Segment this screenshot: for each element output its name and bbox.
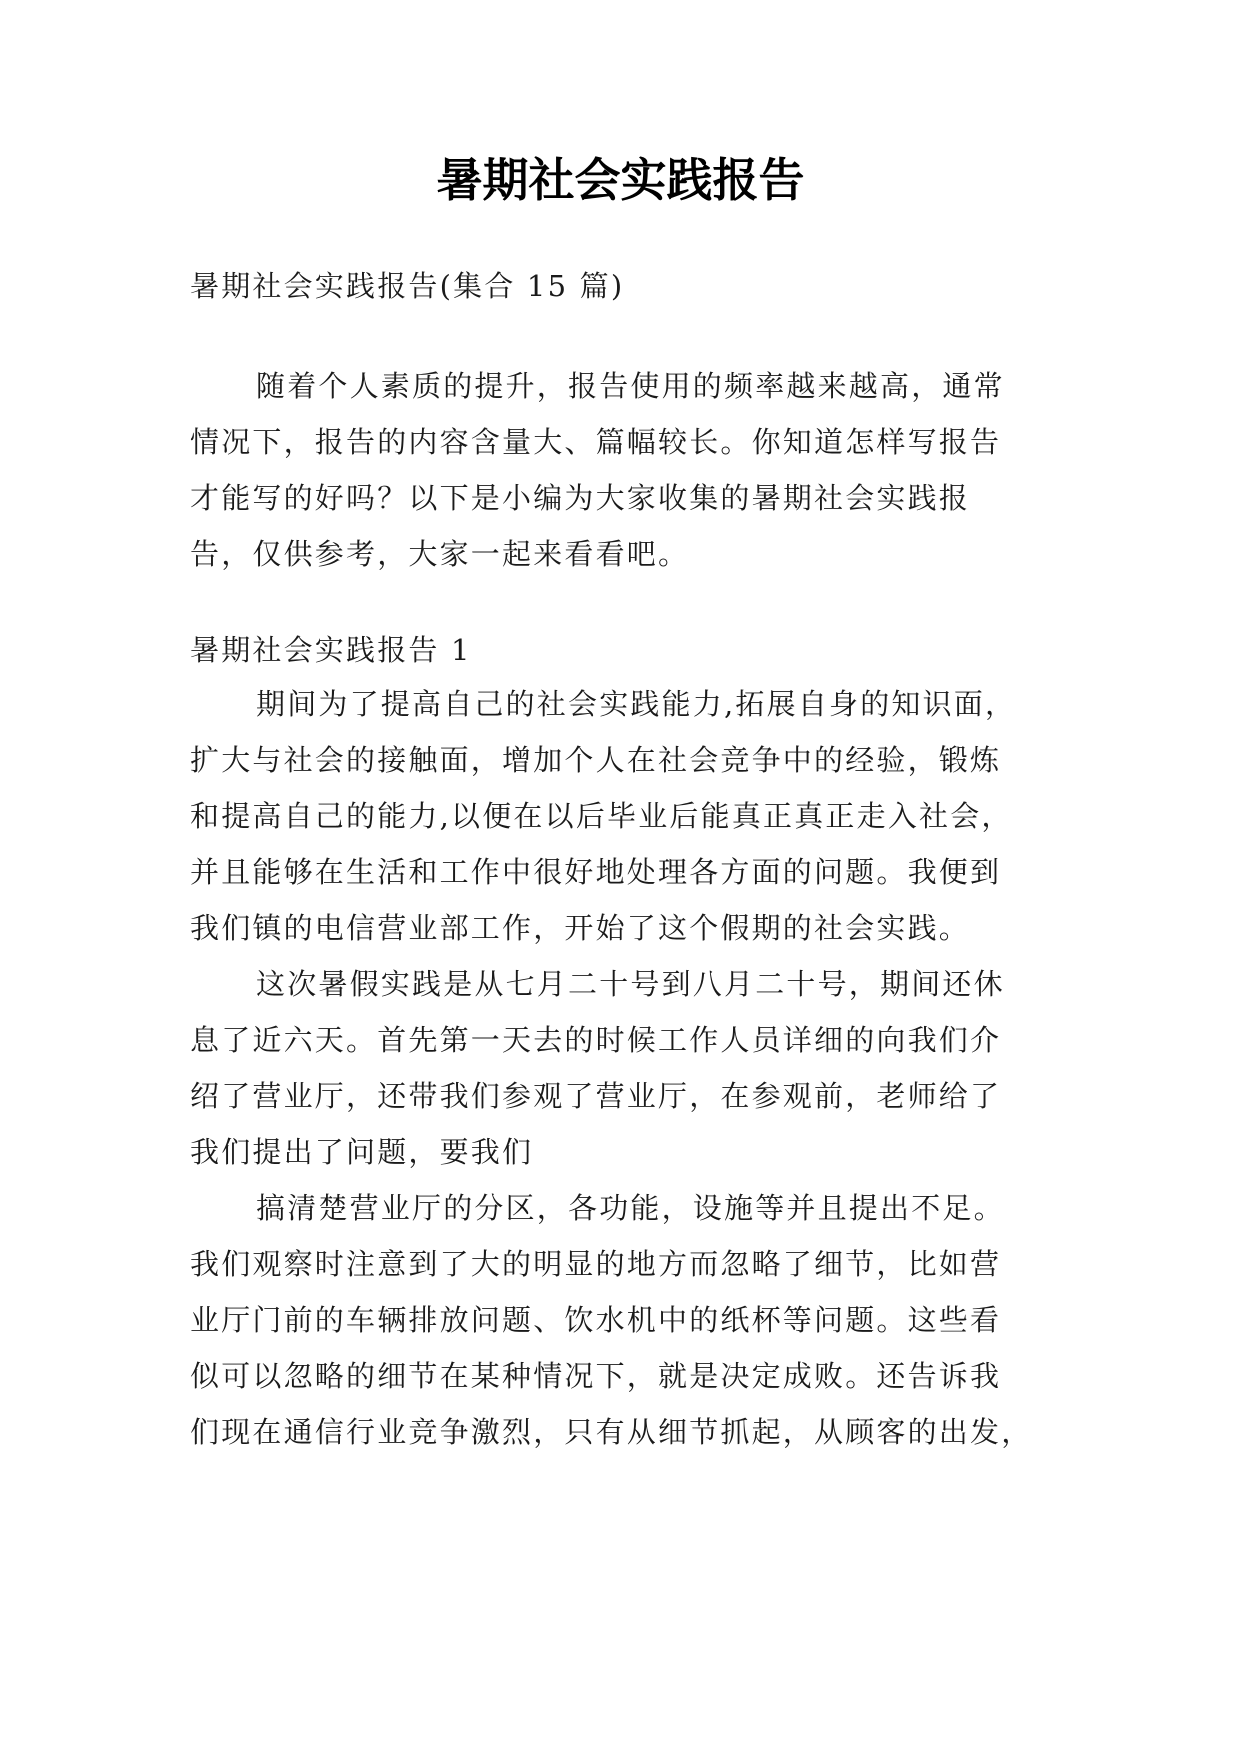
paragraph-line: 我们观察时注意到了大的明显的地方而忽略了细节，比如营 xyxy=(190,1247,1002,1281)
paragraph-line: 搞清楚营业厅的分区，各功能，设施等并且提出不足。 xyxy=(256,1191,1005,1225)
paragraph-line: 我们镇的电信营业部工作，开始了这个假期的社会实践。 xyxy=(190,911,971,945)
intro-line: 告，仅供参考，大家一起来看看吧。 xyxy=(190,537,690,571)
paragraph-line: 业厅门前的车辆排放问题、饮水机中的纸杯等问题。这些看 xyxy=(190,1303,1002,1337)
paragraph-line: 和提高自己的能力,以便在以后毕业后能真正真正走入社会， xyxy=(190,799,1013,833)
section-heading: 暑期社会实践报告 1 xyxy=(190,633,472,667)
document-subtitle: 暑期社会实践报告(集合 15 篇) xyxy=(190,269,625,303)
paragraph-line: 这次暑假实践是从七月二十号到八月二十号，期间还休 xyxy=(256,967,1005,1001)
intro-line: 情况下，报告的内容含量大、篇幅较长。你知道怎样写报告 xyxy=(190,425,1002,459)
paragraph-line: 扩大与社会的接触面，增加个人在社会竞争中的经验，锻炼 xyxy=(190,743,1002,777)
paragraph-line: 期间为了提高自己的社会实践能力,拓展自身的知识面， xyxy=(256,687,1017,721)
intro-line: 随着个人素质的提升，报告使用的频率越来越高，通常 xyxy=(256,369,1005,403)
document-title: 暑期社会实践报告 xyxy=(436,153,805,207)
paragraph-line: 绍了营业厅，还带我们参观了营业厅，在参观前，老师给了 xyxy=(190,1079,1002,1113)
intro-line: 才能写的好吗？以下是小编为大家收集的暑期社会实践报 xyxy=(190,481,971,515)
paragraph-line: 我们提出了问题，要我们 xyxy=(190,1135,534,1169)
paragraph-line: 似可以忽略的细节在某种情况下，就是决定成败。还告诉我 xyxy=(190,1359,1002,1393)
paragraph-line: 并且能够在生活和工作中很好地处理各方面的问题。我便到 xyxy=(190,855,1002,889)
paragraph-line: 息了近六天。首先第一天去的时候工作人员详细的向我们介 xyxy=(190,1023,1002,1057)
paragraph-line: 们现在通信行业竞争激烈，只有从细节抓起，从顾客的出发， xyxy=(190,1415,1033,1449)
